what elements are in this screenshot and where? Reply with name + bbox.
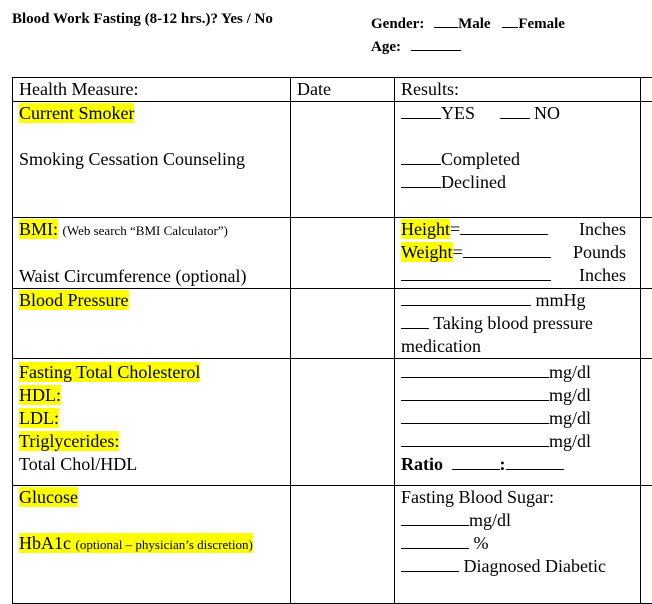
smoking-row [13,102,652,218]
waist-unit: Inches [579,264,626,287]
trig-unit: mg/dl [549,431,591,451]
hba1c-label: HbA1c [19,533,71,553]
bp-measure [13,289,291,359]
bp-med-blank[interactable] [401,312,429,329]
ratio-label: Total Chol/HDL [19,453,290,476]
ldl-label: LDL: [19,408,59,428]
ratio-text: Ratio [401,454,443,474]
waist-blank[interactable] [401,264,551,281]
col-results: Results: [395,78,641,102]
total-chol-blank[interactable] [401,361,549,378]
age-blank[interactable] [411,34,461,51]
bp-extra [641,289,652,359]
height-label: Height [401,219,450,239]
triglycerides-label: Triglycerides: [19,431,119,451]
fbs-label: Fasting Blood Sugar: [401,486,640,509]
height-eq: = [450,219,460,239]
bp-label: Blood Pressure [19,290,129,310]
declined-blank[interactable] [401,171,441,188]
col-extra [641,78,652,102]
weight-eq: = [453,242,463,262]
header-row [13,78,652,102]
counseling-declined: Declined [441,172,506,192]
smoking-date[interactable] [291,102,395,218]
col-date: Date [291,78,395,102]
glucose-measure [13,486,291,604]
hba1c-note: (optional – physician’s discretion) [76,537,253,552]
height-unit: Inches [579,218,626,241]
bp-blank[interactable] [401,289,531,306]
glucose-label: Glucose [19,487,78,507]
hdl-blank[interactable] [401,384,549,401]
hdl-label: HDL: [19,385,61,405]
bmi-date[interactable] [291,218,395,289]
glucose-row [13,486,652,604]
bp-taking: Taking blood pressure [433,313,593,333]
bmi-measure [13,218,291,289]
gender-label: Gender: [371,16,424,32]
hba1c-blank[interactable] [401,532,469,549]
female-blank[interactable] [502,11,518,28]
fbs-blank[interactable] [401,509,469,526]
cholesterol-extra [641,359,652,486]
glucose-results [395,486,641,604]
glucose-extra [641,486,652,604]
height-blank[interactable] [460,218,548,235]
ldl-blank[interactable] [401,407,549,424]
cholesterol-measure [13,359,291,486]
cholesterol-results [395,359,641,486]
cessation-label: Smoking Cessation Counseling [19,148,290,171]
gender-female-option: Female [518,16,565,32]
smoking-measure [13,102,291,218]
bp-medication: medication [401,335,640,358]
ratio-blank-2[interactable] [506,453,564,470]
waist-label: Waist Circumference (optional) [19,265,290,288]
cholesterol-row [13,359,652,486]
bmi-label: BMI: [19,219,58,239]
smoker-yes-blank[interactable] [401,102,441,119]
weight-unit: Pounds [573,241,626,264]
bmi-note: (Web search “BMI Calculator”) [63,223,228,238]
smoker-no: NO [534,103,560,123]
current-smoker-label: Current Smoker [19,103,134,123]
trig-blank[interactable] [401,430,549,447]
smoker-no-blank[interactable] [500,102,530,119]
cholesterol-date[interactable] [291,359,395,486]
bp-results [395,289,641,359]
gender-male-option: Male [458,16,490,32]
weight-label: Weight [401,242,453,262]
fbs-unit: mg/dl [469,510,511,530]
fasting-question: Blood Work Fasting (8-12 hrs.)? Yes / No [12,11,273,28]
weight-blank[interactable] [463,241,551,258]
male-blank[interactable] [434,11,458,28]
bp-unit: mmHg [536,290,586,310]
age-label: Age: [371,39,401,55]
health-measures-table [12,77,652,604]
smoker-yes: YES [441,103,475,123]
diabetic-blank[interactable] [401,555,459,572]
total-chol-unit: mg/dl [549,362,591,382]
bmi-extra [641,218,652,289]
gender-field [371,11,565,33]
total-cholesterol-label: Fasting Total Cholesterol [19,362,200,382]
ldl-unit: mg/dl [549,408,591,428]
diagnosed-diabetic: Diagnosed Diabetic [464,556,606,576]
completed-blank[interactable] [401,148,441,165]
smoking-extra [641,102,652,218]
age-field [371,34,461,56]
hdl-unit: mg/dl [549,385,591,405]
bmi-results [395,218,641,289]
hba1c-unit: % [474,533,489,553]
bp-date[interactable] [291,289,395,359]
counseling-completed: Completed [441,149,520,169]
smoking-results [395,102,641,218]
ratio-blank-1[interactable] [452,453,500,470]
ratio-colon: : [500,454,506,474]
col-health-measure: Health Measure: [13,78,291,102]
bmi-row [13,218,652,289]
bp-row [13,289,652,359]
glucose-date[interactable] [291,486,395,604]
